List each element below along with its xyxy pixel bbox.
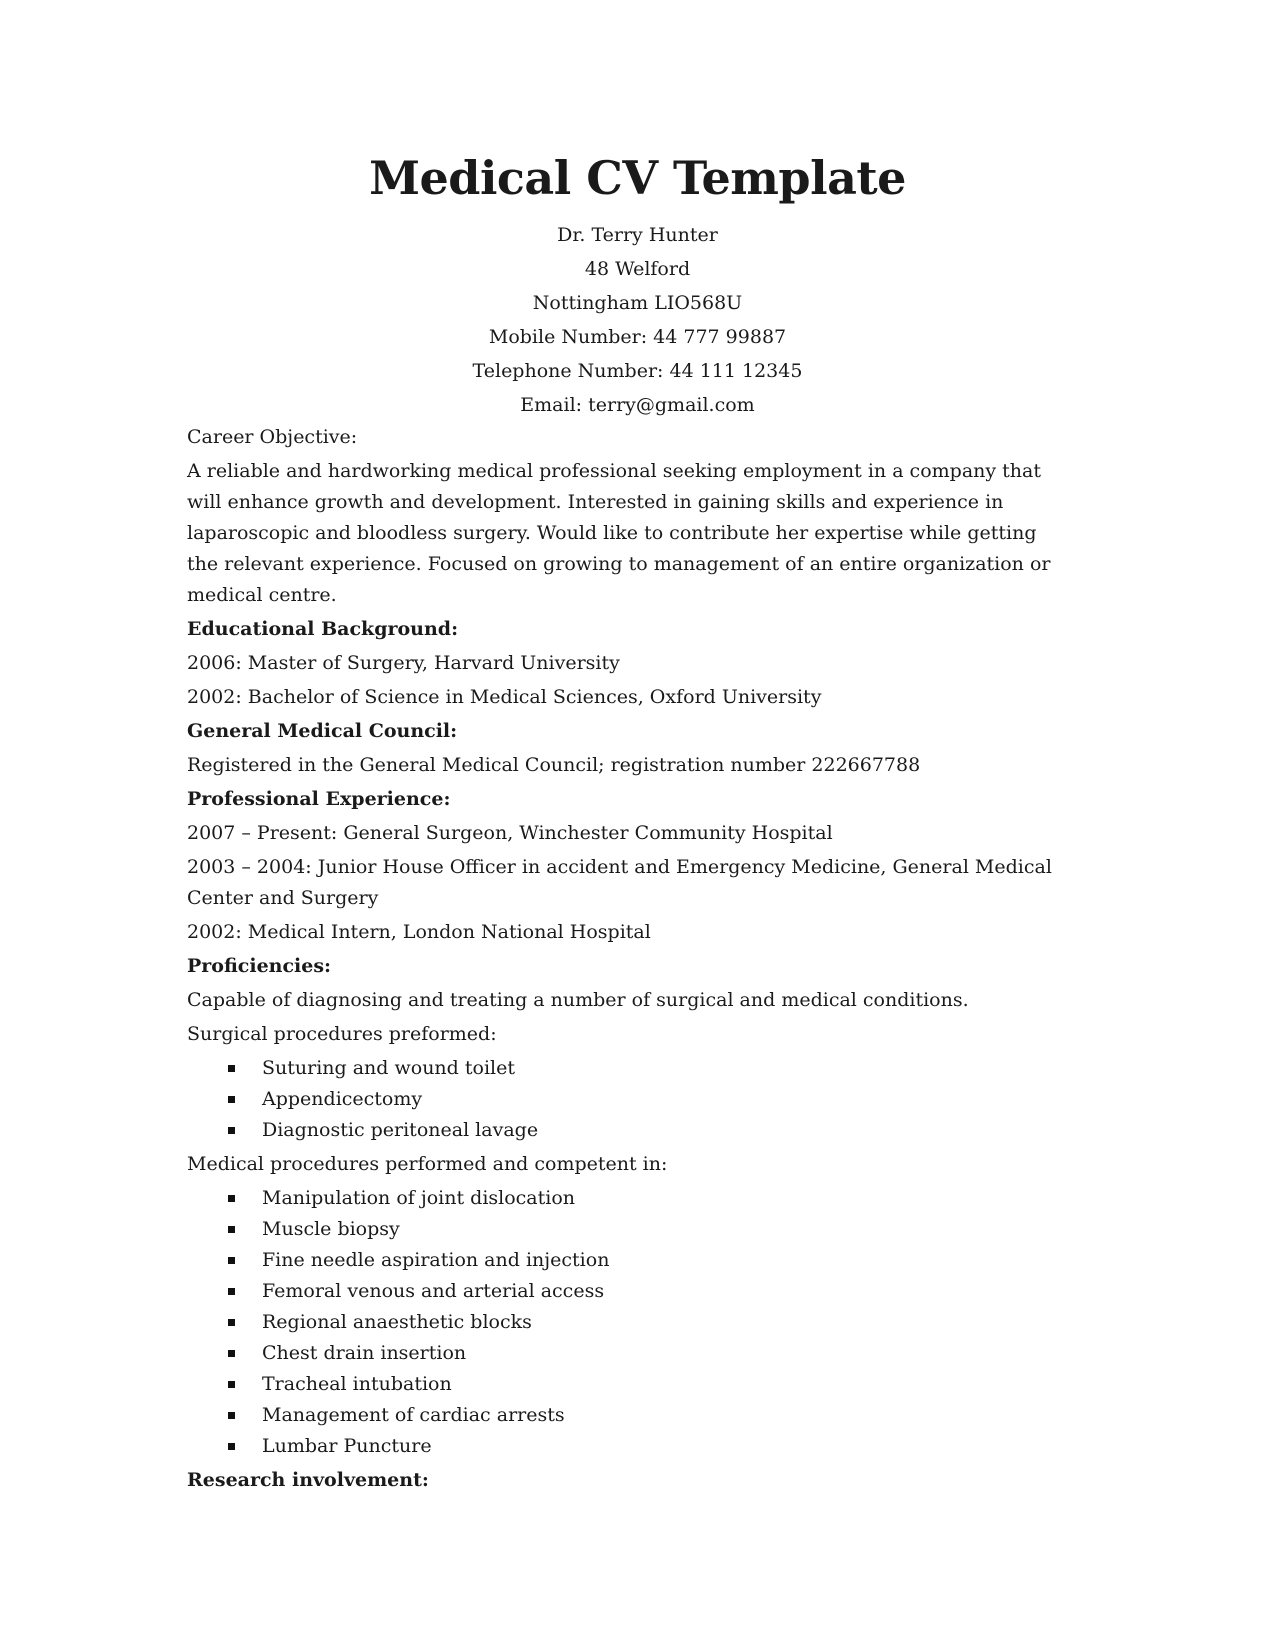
square-bullet-icon [228,1195,235,1202]
contact-name: Dr. Terry Hunter [557,224,718,246]
list-item-text: Management of cardiac arrests [262,1404,565,1426]
cv-body [187,422,1067,1499]
list-item-text: Fine needle aspiration and injection [262,1249,610,1271]
contact-mobile: Mobile Number: 44 777 99887 [488,326,787,348]
research-heading: Research involvement: [187,1469,429,1491]
contact-address-line-1: 48 Welford [584,258,691,280]
experience-item: 2002: Medical Intern, London National Hospital [187,921,651,943]
contact-block [0,218,1275,422]
career-objective-text: A reliable and hardworking medical professional seeking employment in a company that will enhance growth and development. Interested in gaining skills and experience in laparoscopic and bloodless surgery. Would like to contribute her expertise while getting the relevant experience. Focused on growing to management of an entire organization or medical centre. [187,460,1051,606]
list-item [187,1338,1067,1369]
list-item-text: Regional anaesthetic blocks [262,1311,532,1333]
list-item-text: Femoral venous and arterial access [262,1280,605,1302]
list-item [187,1245,1067,1276]
contact-email: Email: terry@gmail.com [520,394,755,416]
list-item-text: Appendicectomy [262,1088,423,1110]
contact-address-line-2: Nottingham LIO568U [532,292,743,314]
list-item [187,1084,1067,1115]
square-bullet-icon [228,1127,235,1134]
square-bullet-icon [228,1096,235,1103]
list-item-text: Diagnostic peritoneal lavage [262,1119,539,1141]
education-item: 2006: Master of Surgery, Harvard University [187,652,620,674]
experience-item: 2003 – 2004: Junior House Officer in accident and Emergency Medicine, General Medical Center and Surgery [187,856,1052,909]
list-item [187,1053,1067,1084]
square-bullet-icon [228,1381,235,1388]
education-heading: Educational Background: [187,618,459,640]
square-bullet-icon [228,1257,235,1264]
list-item-text: Muscle biopsy [262,1218,400,1240]
square-bullet-icon [228,1288,235,1295]
list-item [187,1400,1067,1431]
square-bullet-icon [228,1226,235,1233]
list-item-text: Chest drain insertion [262,1342,467,1364]
proficiencies-intro: Capable of diagnosing and treating a number of surgical and medical conditions. [187,989,969,1011]
experience-item: 2007 – Present: General Surgeon, Winchester Community Hospital [187,822,833,844]
list-item-text: Manipulation of joint dislocation [262,1187,576,1209]
medical-procedures-label: Medical procedures performed and competent in: [187,1153,668,1175]
surgical-procedures-label: Surgical procedures preformed: [187,1023,497,1045]
list-item [187,1214,1067,1245]
list-item [187,1115,1067,1146]
square-bullet-icon [228,1443,235,1450]
list-item-text: Tracheal intubation [262,1373,452,1395]
document-title: Medical CV Template [369,151,906,205]
gmc-heading: General Medical Council: [187,720,458,742]
list-item [187,1183,1067,1214]
list-item-text: Lumbar Puncture [262,1435,432,1457]
list-item [187,1307,1067,1338]
gmc-text: Registered in the General Medical Council; registration number 222667788 [187,754,921,776]
list-item [187,1276,1067,1307]
proficiencies-heading: Proficiencies: [187,955,332,977]
square-bullet-icon [228,1412,235,1419]
education-item: 2002: Bachelor of Science in Medical Sciences, Oxford University [187,686,822,708]
career-objective-label: Career Objective: [187,426,358,448]
list-item [187,1431,1067,1462]
experience-heading: Professional Experience: [187,788,451,810]
list-item [187,1369,1067,1400]
square-bullet-icon [228,1065,235,1072]
surgical-procedures-list [187,1053,1067,1146]
medical-procedures-list [187,1183,1067,1462]
list-item-text: Suturing and wound toilet [262,1057,515,1079]
square-bullet-icon [228,1319,235,1326]
square-bullet-icon [228,1350,235,1357]
contact-telephone: Telephone Number: 44 111 12345 [472,360,803,382]
